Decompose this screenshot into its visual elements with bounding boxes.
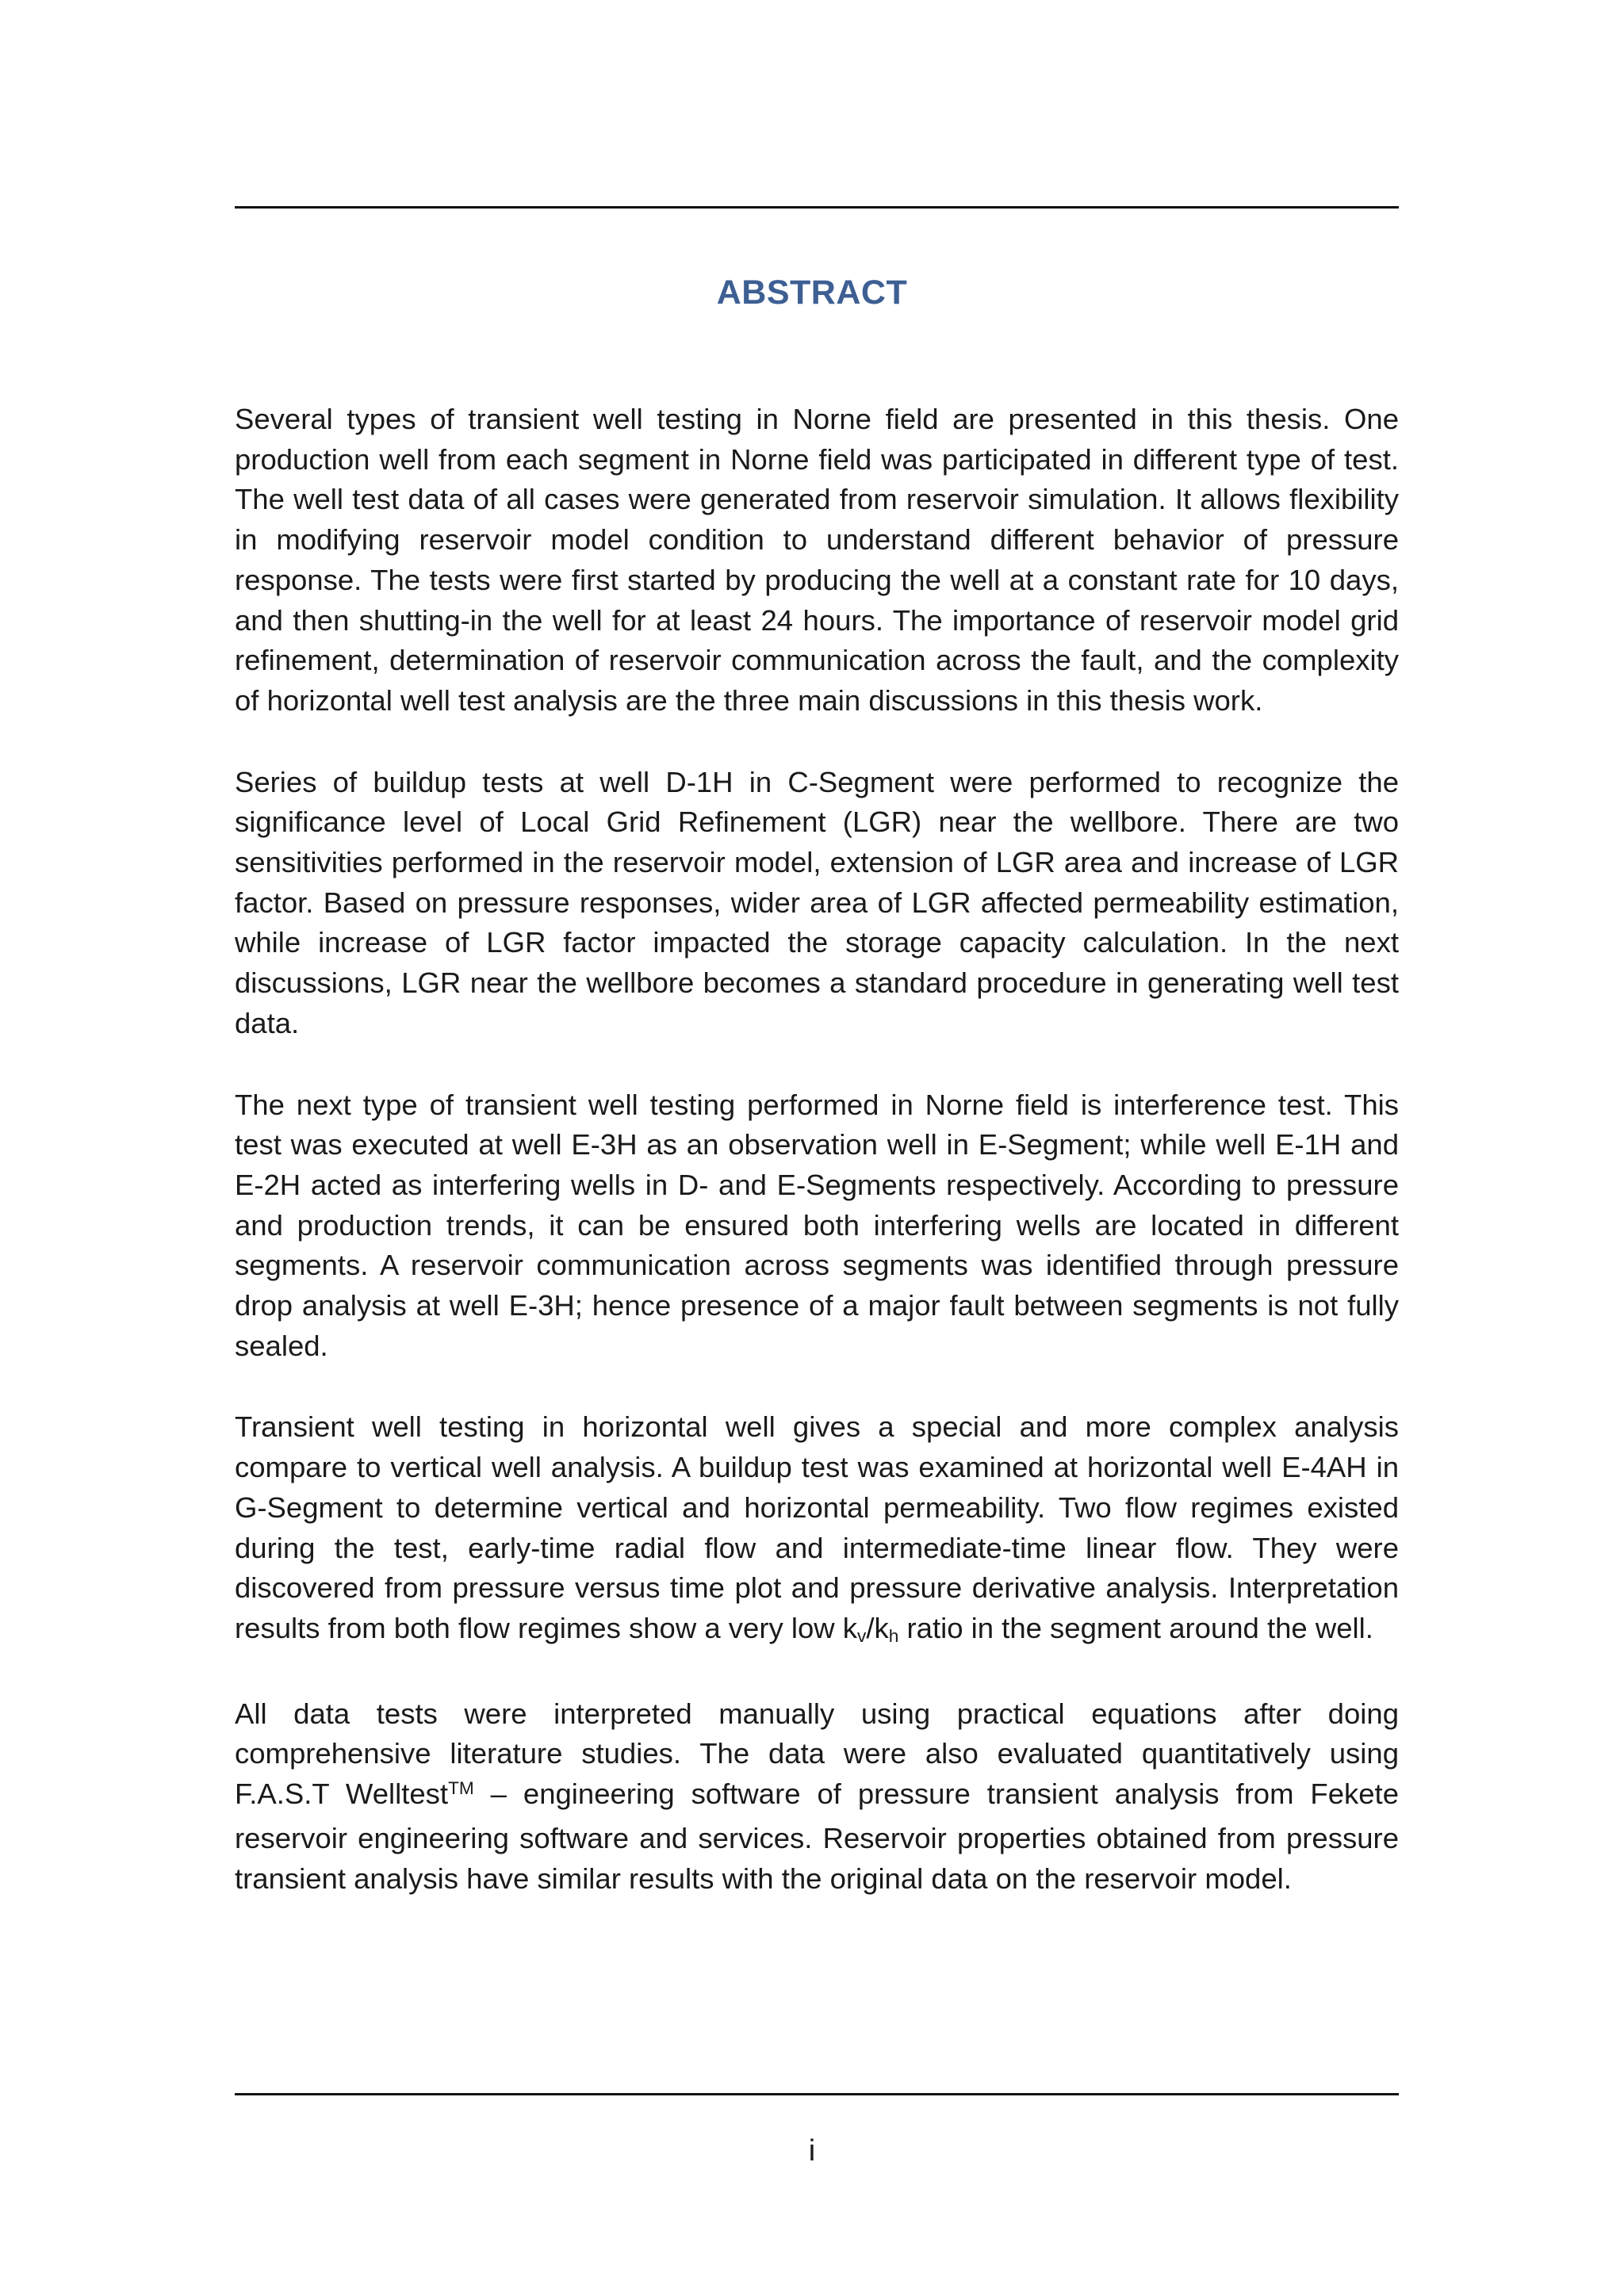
abstract-body	[235, 400, 1399, 1940]
paragraph-3: The next type of transient well testing performed in Norne field is interference test. This test was executed at well E-3H as an observation well in E-Segment; while well E-1H and E-2H acted as interfering wells in D- and E-Segments respectively. According to pressure and production trends, it can be ensured both interfering wells are located in different segments. A reservoir communication across segments was identified through pressure drop analysis at well E-3H; hence presence of a major fault between segments is not fully sealed.	[235, 1088, 1399, 1362]
paragraph-5-text-end: – engineering software of pressure transient analysis from Fekete reservoir engineering software and services. Reservoir properties obtained from pressure transient analysis have similar results with the original data on the reservoir model.	[235, 1777, 1399, 1895]
kh-subscript: h	[888, 1625, 899, 1646]
header-rule	[235, 206, 1399, 209]
page-number: i	[808, 2134, 816, 2168]
paragraph-4-text-start: Transient well testing in horizontal well gives a special and more complex analysis compare to vertical well analysis. A buildup test was examined at horizontal well E-4AH in G-Segment to determine vertical and horizontal permeability. Two flow regimes existed during the test, early-time radial flow and intermediate-time linear flow. They were discovered from pressure versus time plot and pressure derivative analysis. Interpretation results from both flow regimes show a very low	[235, 1410, 1399, 1644]
trademark-superscript: TM	[448, 1777, 474, 1798]
kv-symbol: k	[842, 1611, 858, 1644]
abstract-title: ABSTRACT	[716, 274, 908, 312]
paragraph-2: Series of buildup tests at well D-1H in C-Segment were performed to recognize the significance level of Local Grid Refinement (LGR) near the wellbore. There are two sensitivities performed in the reservoir model, extension of LGR area and increase of LGR factor. Based on pressure responses, wider area of LGR affected permeability estimation, while increase of LGR factor impacted the storage capacity calculation. In the next discussions, LGR near the wellbore becomes a standard procedure in generating well test data.	[235, 765, 1399, 1039]
kh-symbol: k	[874, 1611, 889, 1644]
paragraph-4	[235, 1407, 1399, 1652]
paragraph-5-text-start: All data tests were interpreted manually using practical equations after doing comprehensive literature studies. The data were also evaluated quantitatively using F.A.S.T Welltest	[235, 1697, 1399, 1811]
footer-rule	[235, 2093, 1399, 2095]
paragraph-5	[235, 1694, 1399, 1900]
paragraph-4-text-end: ratio in the segment around the well.	[898, 1611, 1373, 1644]
ratio-slash: /	[866, 1611, 875, 1644]
paragraph-1: Several types of transient well testing in Norne field are presented in this thesis. One production well from each segment in Norne field was participated in different type of test. The well test data of all cases were generated from reservoir simulation. It allows flexibility in modifying reservoir model condition to understand different behavior of pressure response. The tests were first started by producing the well at a constant rate for 10 days, and then shutting-in the well for at least 24 hours. The importance of reservoir model grid refinement, determination of reservoir communication across the fault, and the complexity of horizontal well test analysis are the three main discussions in this thesis work.	[235, 403, 1399, 717]
kv-subscript: v	[857, 1625, 867, 1646]
